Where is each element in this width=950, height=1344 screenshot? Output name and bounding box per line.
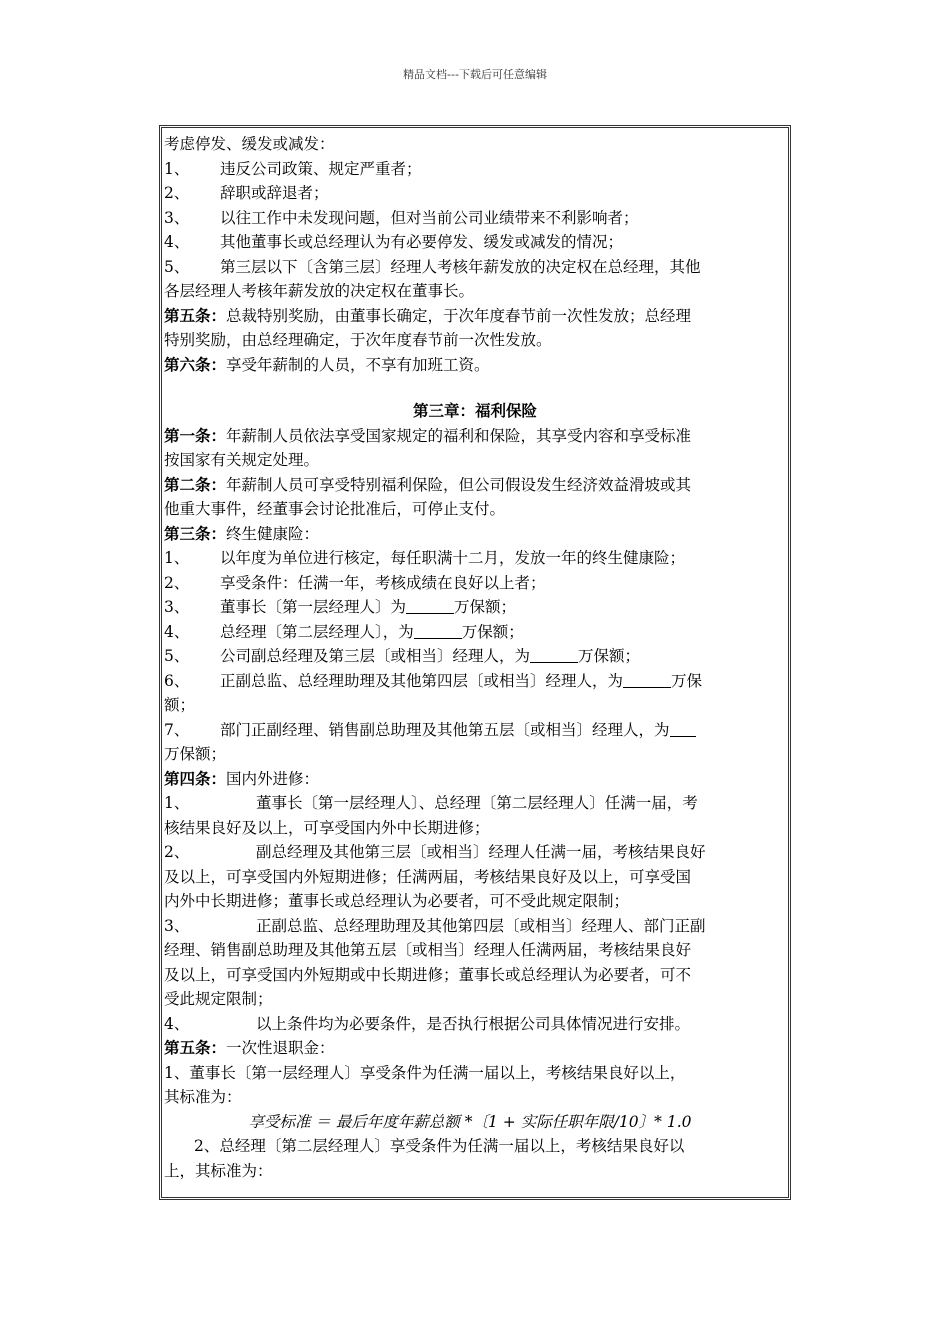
list-item-continued: 额； (164, 696, 196, 714)
list-item: 4、 总经理〔第二层经理人〕，为 万保额； (164, 622, 524, 641)
chapter3-article-2-continued: 他重大事件，经董事会讨论批准后，可停止支付。 (164, 500, 506, 518)
list-item: 7、 部门正副经理、销售副总助理及其他第五层〔或相当〕经理人，为 (164, 718, 786, 743)
blank-underline (623, 671, 671, 688)
chapter3-article-1: 第一条：年薪制人员依法享受国家规定的福利和保险，其享受内容和享受标准 (164, 425, 692, 445)
list-item-continued: 万保额； (164, 745, 227, 763)
list-item: 3、 正副总监、总经理助理及其他第四层〔或相当〕经理人、部门正副 (164, 916, 706, 935)
list-item-continued: 及以上，可享受国内外短期或中长期进修；董事长或总经理认为必要者，可不 (164, 965, 692, 984)
list-item: 2、 副总经理及其他第三层〔或相当〕经理人任满一届，考核结果良好 (164, 843, 706, 861)
list-item-continued: 各层经理人考核年薪发放的决定权在董事长。 (164, 282, 475, 300)
list-item: 1、 董事长〔第一层经理人〕、总经理〔第二层经理人〕任满一届，考 (164, 794, 698, 812)
list-item-continued: 受此规定限制； (164, 990, 273, 1008)
document-body (162, 128, 788, 1183)
blank-underline (670, 720, 696, 737)
list-item-continued: 核结果良好及以上，可享受国内外中长期进修； (164, 818, 490, 837)
chapter3-article-2: 第二条：年薪制人员可享受特别福利保险，但公司假设发生经济效益滑坡或其 (164, 474, 692, 494)
list-item: 1、 违反公司政策、规定严重者； (164, 159, 422, 178)
paragraph-continued: 上，其标准为： (164, 1161, 273, 1180)
chapter3-article-3: 第三条：终生健康险： (164, 523, 320, 543)
list-item-continued: 及以上，可享受国内外短期进修；任满两届，考核结果良好及以上，可享受国 (164, 867, 692, 886)
list-item: 3、 董事长〔第一层经理人〕为 万保额； (164, 598, 517, 616)
paragraph: 考虑停发、缓发或减发： (164, 135, 335, 153)
paragraph: 1、董事长〔第一层经理人〕享受条件为任满一届以上，考核结果良好以上， (164, 1063, 686, 1082)
chapter3-article-5: 第五条：一次性退职金： (164, 1038, 335, 1057)
chapter-title: 第三章：福利保险 (412, 401, 537, 420)
chapter3-article-1-continued: 按国家有关规定处理。 (164, 451, 320, 469)
article-5-continued: 特别奖励，由总经理确定，于次年度春节前一次性发放。 (164, 331, 552, 349)
list-item: 5、 公司副总经理及第三层〔或相当〕经理人，为 万保额； (164, 647, 641, 665)
article-5: 第五条：总裁特别奖励，由董事长确定，于次年度春节前一次性发放；总经理 (164, 305, 692, 325)
list-item: 2、 辞职或辞退者； (164, 184, 329, 202)
list-item: 4、 以上条件均为必要条件，是否执行根据公司具体情况进行安排。 (164, 1014, 691, 1033)
article-6: 第六条：享受年薪制的人员，不享有加班工资。 (164, 354, 490, 374)
list-item: 6、 正副总监、总经理助理及其他第四层〔或相当〕经理人，为 万保 (164, 671, 703, 690)
blank-underline (530, 646, 578, 663)
list-item: 5、 第三层以下〔含第三层〕经理人考核年薪发放的决定权在总经理，其他 (164, 257, 701, 276)
blank-underline (414, 622, 462, 639)
document-frame (159, 125, 791, 1200)
page-header: 精品文档---下载后可任意编辑 (403, 68, 547, 81)
formula: 享受标准 ＝ 最后年度年薪总额 *〔1 + 实际任职年限/10〕* 1.0 (248, 1112, 692, 1131)
paragraph-continued: 其标准为： (164, 1088, 242, 1106)
list-item: 1、 以年度为单位进行核定，每任职满十二月，发放一年的终生健康险； (164, 549, 686, 567)
list-item-continued: 内外中长期进修；董事长或总经理认为必要者，可不受此规定限制； (164, 892, 630, 910)
list-item: 4、 其他董事长或总经理认为有必要停发、缓发或减发的情况； (164, 233, 624, 251)
list-item: 3、 以往工作中未发现问题，但对当前公司业绩带来不利影响者； (164, 208, 639, 227)
paragraph: 2、总经理〔第二层经理人〕享受条件为任满一届以上，考核结果良好以 (194, 1137, 685, 1155)
list-item: 2、 享受条件：任满一年，考核成绩在良好以上者； (164, 573, 546, 592)
blank-underline (406, 597, 454, 614)
list-item-continued: 经理、销售副总助理及其他第五层〔或相当〕经理人任满两届，考核结果良好 (164, 941, 692, 959)
chapter3-article-4: 第四条：国内外进修： (164, 768, 320, 788)
